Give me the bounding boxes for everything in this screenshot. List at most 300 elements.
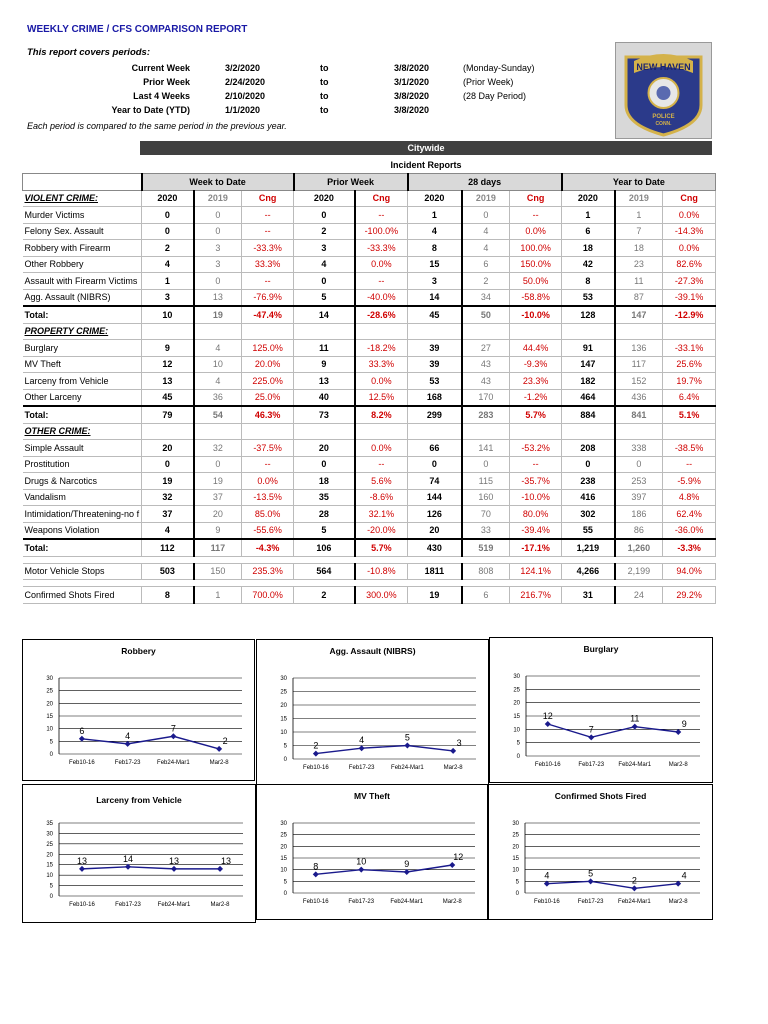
spacer	[23, 556, 716, 563]
data-cell: 11	[294, 340, 355, 357]
row-label: Prostitution	[23, 456, 142, 473]
data-cell: 20	[294, 440, 355, 457]
x-tick-label: Mar2-8	[209, 760, 229, 766]
data-cell: 32.1%	[355, 506, 408, 523]
total-label: Total:	[23, 306, 142, 323]
data-cell: 53	[562, 289, 615, 306]
column-header	[615, 423, 663, 440]
total-cell: 50	[462, 306, 510, 323]
column-header	[242, 323, 294, 340]
data-row	[23, 240, 716, 257]
y-tick-label: 15	[513, 714, 520, 720]
data-cell: 33	[462, 522, 510, 539]
data-cell: 0.0%	[663, 207, 716, 224]
data-label: 2	[222, 735, 228, 746]
column-header: 2019	[462, 190, 510, 207]
data-cell: -33.3%	[355, 240, 408, 257]
data-cell: 1811	[408, 563, 462, 580]
svg-text:CONN.: CONN.	[655, 121, 672, 127]
police-badge-logo	[615, 42, 712, 139]
data-cell: --	[242, 456, 294, 473]
data-cell: 2	[462, 273, 510, 290]
y-tick-label: 30	[513, 674, 520, 680]
data-row	[23, 223, 716, 240]
row-label: Motor Vehicle Stops	[23, 563, 142, 580]
period-label: Last 4 Weeks	[133, 91, 190, 101]
column-header	[194, 323, 242, 340]
data-cell: -39.4%	[510, 522, 562, 539]
column-header	[615, 323, 663, 340]
y-tick-label: 10	[513, 727, 520, 734]
data-cell: -10.8%	[355, 563, 408, 580]
data-cell: 37	[142, 506, 194, 523]
data-cell: 3	[142, 289, 194, 306]
data-cell: 19	[142, 473, 194, 490]
data-cell: 0	[294, 273, 355, 290]
data-point	[79, 866, 85, 872]
data-cell: -27.3%	[663, 273, 716, 290]
data-cell: 4	[194, 373, 242, 390]
extra-row	[23, 563, 716, 580]
period-from: 2/24/2020	[225, 77, 266, 87]
series-line	[548, 724, 679, 737]
report-title: WEEKLY CRIME / CFS COMPARISON REPORT	[27, 24, 248, 35]
data-cell: 808	[462, 563, 510, 580]
citywide-header: Citywide	[140, 141, 712, 155]
data-label: 13	[220, 855, 232, 866]
y-tick-label: 25	[46, 688, 53, 695]
x-tick-label: Feb24-Mar1	[618, 899, 651, 905]
data-cell: 8	[408, 240, 462, 257]
y-tick-label: 5	[515, 879, 519, 886]
total-cell: 128	[562, 306, 615, 323]
data-cell: 238	[562, 473, 615, 490]
y-tick-label: 25	[512, 832, 519, 839]
y-tick-label: 15	[46, 862, 53, 869]
total-cell: -28.6%	[355, 306, 408, 323]
y-tick-label: 20	[46, 701, 53, 708]
period-label: Year to Date (YTD)	[111, 105, 190, 115]
total-cell: 106	[294, 539, 355, 556]
y-tick-label: 0	[283, 757, 287, 763]
data-row	[23, 456, 716, 473]
total-cell: -10.0%	[510, 306, 562, 323]
total-cell: 1,219	[562, 539, 615, 556]
data-row	[23, 440, 716, 457]
y-tick-label: 5	[283, 879, 287, 886]
data-cell: 5.6%	[355, 473, 408, 490]
spacer-row	[23, 580, 716, 587]
data-point	[358, 867, 364, 873]
x-tick-label: Feb24-Mar1	[618, 762, 652, 768]
data-cell: 32	[142, 489, 194, 506]
section-header-row	[23, 190, 716, 207]
total-row	[23, 306, 716, 323]
data-label: 9	[681, 719, 687, 729]
data-cell: 43	[462, 356, 510, 373]
y-tick-label: 0	[515, 891, 519, 897]
data-cell: 74	[408, 473, 462, 490]
data-label: 14	[122, 853, 134, 864]
data-cell: 2	[294, 223, 355, 240]
data-cell: 1	[562, 207, 615, 224]
chart-title: Confirmed Shots Fired	[554, 791, 647, 801]
x-tick-label: Feb17-23	[348, 765, 375, 771]
data-cell: 0.0%	[510, 223, 562, 240]
data-point	[125, 741, 131, 747]
total-label: Total:	[23, 539, 142, 556]
chart-mv-theft	[256, 784, 488, 920]
data-cell: 34	[462, 289, 510, 306]
column-header	[194, 423, 242, 440]
period-to: to	[320, 77, 329, 87]
chart-confirmed-shots-fired-plot	[489, 785, 712, 919]
column-header	[294, 323, 355, 340]
data-point	[171, 866, 177, 872]
column-header: 2020	[294, 190, 355, 207]
data-point	[450, 748, 456, 754]
svg-text:POLICE: POLICE	[652, 114, 675, 120]
x-tick-label: Feb10-16	[69, 760, 95, 766]
data-cell: --	[242, 223, 294, 240]
period-from: 3/2/2020	[225, 63, 261, 73]
data-cell: 28	[294, 506, 355, 523]
y-tick-label: 15	[512, 856, 519, 862]
data-cell: 66	[408, 440, 462, 457]
data-cell: --	[355, 456, 408, 473]
data-cell: 12.5%	[355, 389, 408, 406]
data-cell: 0	[194, 273, 242, 290]
total-row	[23, 406, 716, 423]
data-cell: 25.0%	[242, 389, 294, 406]
column-header: 2020	[408, 190, 462, 207]
row-label: Larceny from Vehicle	[23, 373, 142, 390]
data-cell: 208	[562, 440, 615, 457]
data-cell: 23	[615, 256, 663, 273]
data-cell: 85.0%	[242, 506, 294, 523]
data-cell: 32	[194, 440, 242, 457]
data-row	[23, 506, 716, 523]
data-cell: 9	[294, 356, 355, 373]
data-cell: 170	[462, 389, 510, 406]
data-cell: --	[355, 273, 408, 290]
group-header: 28 days	[408, 174, 562, 191]
chart-burglary-plot	[490, 638, 712, 782]
y-tick-label: 0	[49, 752, 53, 758]
data-cell: --	[510, 456, 562, 473]
period-end: 3/8/2020	[394, 63, 430, 73]
data-row	[23, 473, 716, 490]
extra-row	[23, 587, 716, 604]
data-cell: -33.3%	[242, 240, 294, 257]
column-header	[408, 423, 462, 440]
data-cell: 1	[142, 273, 194, 290]
data-cell: 216.7%	[510, 587, 562, 604]
data-label: 9	[404, 859, 410, 869]
data-label: 13	[168, 855, 180, 866]
data-cell: 1	[194, 587, 242, 604]
data-label: 10	[356, 856, 367, 867]
y-tick-label: 0	[516, 754, 520, 760]
x-tick-label: Feb10-16	[534, 899, 560, 905]
data-row	[23, 389, 716, 406]
data-cell: 182	[562, 373, 615, 390]
chart-agg-assault	[256, 639, 489, 786]
chart-mv-theft-plot	[257, 785, 487, 919]
chart-title: Larceny from Vehicle	[96, 795, 182, 805]
group-header: Week to Date	[142, 174, 294, 191]
total-cell: 5.7%	[355, 539, 408, 556]
total-cell: 79	[142, 406, 194, 423]
data-cell: 150	[194, 563, 242, 580]
data-cell: 33.3%	[242, 256, 294, 273]
column-header	[510, 323, 562, 340]
period-from: 2/10/2020	[225, 91, 266, 101]
incident-reports-header: Incident Reports	[390, 160, 462, 170]
y-tick-label: 10	[280, 867, 287, 874]
y-tick-label: 35	[46, 821, 53, 827]
data-cell: 0.0%	[663, 240, 716, 257]
total-cell: 430	[408, 539, 462, 556]
crime-comparison-table	[22, 173, 716, 604]
data-label: 12	[453, 852, 464, 862]
data-cell: 0	[562, 456, 615, 473]
x-tick-label: Mar2-8	[443, 765, 463, 771]
x-tick-label: Mar2-8	[668, 899, 688, 905]
data-point	[313, 751, 319, 757]
data-cell: 4	[408, 223, 462, 240]
data-cell: -76.9%	[242, 289, 294, 306]
data-cell: 13	[142, 373, 194, 390]
chart-title: Robbery	[121, 646, 156, 656]
data-point	[79, 736, 85, 742]
data-cell: 0	[142, 223, 194, 240]
column-header: 2019	[615, 190, 663, 207]
data-cell: -14.3%	[663, 223, 716, 240]
data-cell: 33.3%	[355, 356, 408, 373]
data-row	[23, 289, 716, 306]
y-tick-label: 10	[46, 873, 53, 880]
row-label: Burglary	[23, 340, 142, 357]
data-cell: 36	[194, 389, 242, 406]
covers-label: This report covers periods:	[27, 47, 151, 58]
data-point	[216, 746, 222, 752]
data-cell: 87	[615, 289, 663, 306]
data-cell: 80.0%	[510, 506, 562, 523]
data-label: 13	[76, 855, 88, 866]
column-header	[663, 323, 716, 340]
data-cell: 18	[562, 240, 615, 257]
data-cell: 9	[194, 522, 242, 539]
data-cell: 20	[194, 506, 242, 523]
data-cell: --	[663, 456, 716, 473]
column-header	[142, 423, 194, 440]
x-tick-label: Feb17-23	[114, 760, 141, 766]
data-cell: 15	[408, 256, 462, 273]
y-tick-label: 30	[512, 821, 519, 827]
data-label: 4	[125, 730, 131, 741]
data-cell: 397	[615, 489, 663, 506]
data-label: 7	[170, 723, 176, 734]
data-cell: --	[355, 207, 408, 224]
total-label: Total:	[23, 406, 142, 423]
data-cell: 3	[194, 256, 242, 273]
x-tick-label: Feb24-Mar1	[391, 765, 424, 771]
data-cell: 19	[408, 587, 462, 604]
data-row	[23, 207, 716, 224]
data-cell: 436	[615, 389, 663, 406]
total-cell: -12.9%	[663, 306, 716, 323]
y-tick-label: 10	[46, 726, 53, 733]
data-cell: -55.6%	[242, 522, 294, 539]
total-cell: -4.3%	[242, 539, 294, 556]
period-note: (Monday-Sunday)	[463, 63, 535, 73]
spacer	[23, 580, 716, 587]
data-cell: -8.6%	[355, 489, 408, 506]
data-cell: 39	[408, 340, 462, 357]
y-tick-label: 5	[516, 740, 520, 747]
group-header: Year to Date	[562, 174, 716, 191]
data-cell: -38.5%	[663, 440, 716, 457]
data-cell: 50.0%	[510, 273, 562, 290]
y-tick-label: 0	[49, 894, 53, 900]
total-cell: 73	[294, 406, 355, 423]
data-cell: 6.4%	[663, 389, 716, 406]
data-cell: 5	[294, 522, 355, 539]
data-cell: 124.1%	[510, 563, 562, 580]
data-cell: 503	[142, 563, 194, 580]
x-tick-label: Feb17-23	[578, 762, 605, 768]
data-cell: 44.4%	[510, 340, 562, 357]
data-cell: 4,266	[562, 563, 615, 580]
data-cell: 19	[194, 473, 242, 490]
period-to: to	[320, 63, 329, 73]
y-tick-label: 5	[49, 883, 53, 890]
data-cell: 253	[615, 473, 663, 490]
row-label: Felony Sex. Assault	[23, 223, 142, 240]
x-tick-label: Feb24-Mar1	[157, 760, 190, 766]
data-cell: 14	[408, 289, 462, 306]
data-cell: 416	[562, 489, 615, 506]
data-label: 12	[542, 711, 553, 721]
data-cell: 0.0%	[355, 440, 408, 457]
data-cell: 24	[615, 587, 663, 604]
data-cell: 136	[615, 340, 663, 357]
data-cell: 5	[294, 289, 355, 306]
data-cell: -58.8%	[510, 289, 562, 306]
data-point	[675, 729, 681, 735]
row-label: Weapons Violation	[23, 522, 142, 539]
y-tick-label: 20	[513, 700, 520, 707]
y-tick-label: 25	[46, 841, 53, 848]
x-tick-label: Mar2-8	[210, 902, 230, 908]
row-label: Confirmed Shots Fired	[23, 587, 142, 604]
data-cell: 0.0%	[355, 373, 408, 390]
data-cell: 100.0%	[510, 240, 562, 257]
data-row	[23, 489, 716, 506]
period-note: (Prior Week)	[463, 77, 514, 87]
data-cell: 86	[615, 522, 663, 539]
data-cell: 0	[142, 207, 194, 224]
period-to: to	[320, 91, 329, 101]
group-header-row	[23, 174, 716, 191]
data-label: 6	[79, 725, 85, 736]
data-cell: 0	[408, 456, 462, 473]
row-label: Assault with Firearm Victims	[23, 273, 142, 290]
data-cell: --	[242, 207, 294, 224]
x-tick-label: Mar2-8	[442, 899, 462, 905]
chart-robbery	[22, 639, 255, 781]
data-cell: 27	[462, 340, 510, 357]
data-cell: 302	[562, 506, 615, 523]
period-to: to	[320, 105, 329, 115]
data-point	[170, 733, 176, 739]
data-cell: 2	[142, 240, 194, 257]
data-cell: 4	[462, 240, 510, 257]
total-cell: 884	[562, 406, 615, 423]
data-cell: 160	[462, 489, 510, 506]
total-cell: 283	[462, 406, 510, 423]
data-cell: 19.7%	[663, 373, 716, 390]
y-tick-label: 30	[46, 831, 53, 838]
column-header: Cng	[355, 190, 408, 207]
x-tick-label: Feb17-23	[348, 899, 375, 905]
x-tick-label: Feb17-23	[115, 902, 141, 908]
x-tick-label: Feb10-16	[303, 765, 329, 771]
period-from: 1/1/2020	[225, 105, 261, 115]
row-label: Robbery with Firearm	[23, 240, 142, 257]
data-cell: -1.2%	[510, 389, 562, 406]
total-cell: 8.2%	[355, 406, 408, 423]
group-spacer	[23, 174, 142, 191]
section-header-row	[23, 423, 716, 440]
series-line	[316, 746, 453, 754]
data-cell: 4	[142, 256, 194, 273]
data-cell: 3	[294, 240, 355, 257]
column-header: Cng	[242, 190, 294, 207]
data-cell: 0	[142, 456, 194, 473]
data-cell: -39.1%	[663, 289, 716, 306]
data-cell: --	[242, 273, 294, 290]
chart-title: Agg. Assault (NIBRS)	[329, 646, 416, 656]
data-cell: -100.0%	[355, 223, 408, 240]
compare-note: Each period is compared to the same period in the previous year.	[27, 121, 287, 131]
total-cell: 5.7%	[510, 406, 562, 423]
period-label: Current Week	[131, 63, 190, 73]
data-cell: 45	[142, 389, 194, 406]
row-label: Other Larceny	[23, 389, 142, 406]
column-header	[242, 423, 294, 440]
data-cell: 39	[408, 356, 462, 373]
row-label: Other Robbery	[23, 256, 142, 273]
data-cell: -33.1%	[663, 340, 716, 357]
total-cell: -3.3%	[663, 539, 716, 556]
data-point	[632, 724, 638, 730]
total-cell: 519	[462, 539, 510, 556]
y-tick-label: 25	[513, 687, 520, 694]
column-header: 2019	[194, 190, 242, 207]
period-end: 3/8/2020	[394, 91, 430, 101]
series-line	[82, 867, 220, 869]
data-cell: 117	[615, 356, 663, 373]
x-tick-label: Feb24-Mar1	[157, 902, 191, 908]
data-point	[359, 745, 365, 751]
data-cell: 94.0%	[663, 563, 716, 580]
x-tick-label: Feb24-Mar1	[390, 899, 424, 905]
x-tick-label: Feb10-16	[69, 902, 95, 908]
data-cell: 42	[562, 256, 615, 273]
data-cell: -40.0%	[355, 289, 408, 306]
